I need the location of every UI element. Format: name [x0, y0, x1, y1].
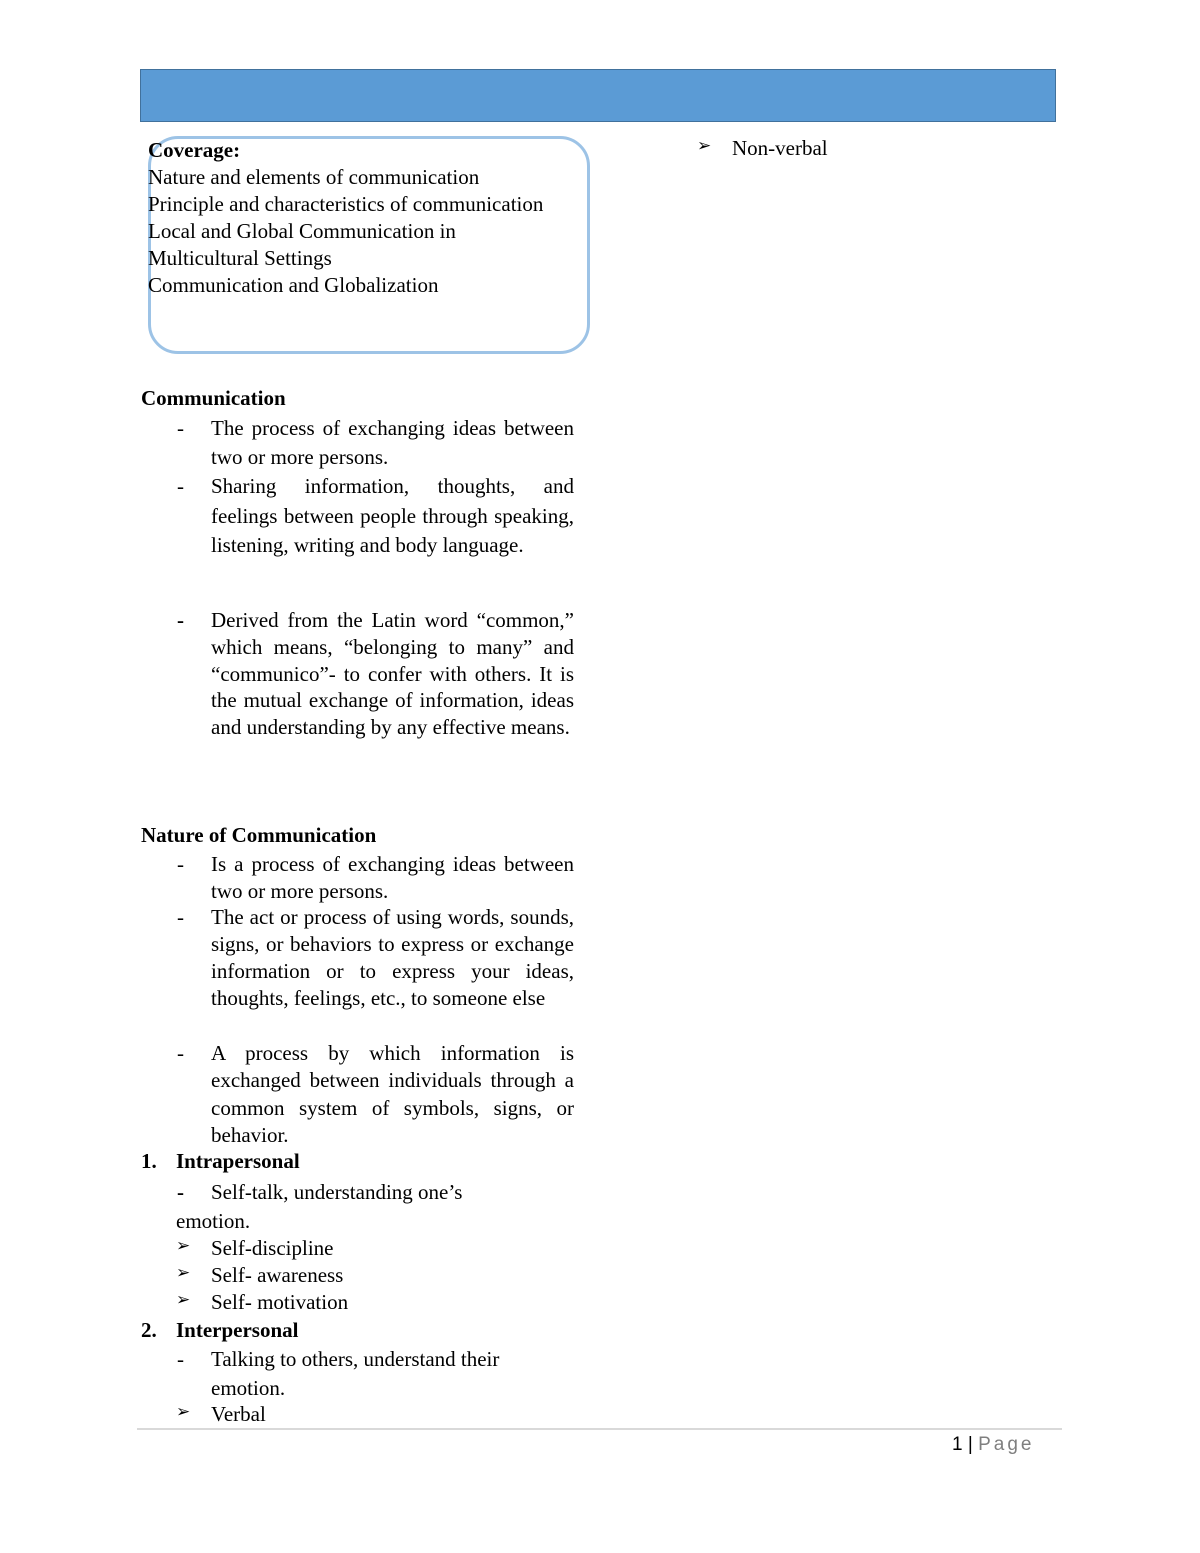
list-item-text: Self- motivation — [211, 1290, 349, 1314]
dash-bullet: - — [177, 1180, 184, 1204]
arrowhead-bullet-icon: ➢ — [176, 1402, 191, 1422]
nature-heading: Nature of Communication — [141, 823, 377, 847]
list-item-text: Verbal — [211, 1402, 266, 1426]
dash-bullet: - — [177, 852, 184, 876]
arrowhead-bullet-icon: ➢ — [176, 1236, 191, 1256]
dash-bullet: - — [177, 416, 184, 440]
arrowhead-bullet-icon: ➢ — [176, 1290, 191, 1310]
list-item-text: A process by which information is exchanged between individuals through a common system of symbols, signs, or behavior. — [211, 1041, 574, 1147]
dash-bullet: - — [177, 1041, 184, 1065]
list-item-text: Sharing information, thoughts, and feelings between people through speaking, listening, writing and body language. — [211, 474, 574, 557]
dash-bullet: - — [177, 608, 184, 632]
list-item-text: Self-talk, understanding one’s — [211, 1180, 463, 1204]
coverage-item: Multicultural Settings — [148, 246, 332, 270]
footer-separator: | — [967, 1434, 973, 1455]
list-item-text: The process of exchanging ideas between two or more persons. — [211, 416, 574, 469]
list-item-text: The act or process of using words, sounds, signs, or behaviors to express or exchange information or to express your ideas, thoughts, feelings, etc., to someone else — [211, 905, 574, 1010]
coverage-item: Communication and Globalization — [148, 273, 439, 297]
list-number: 2. — [141, 1318, 157, 1342]
page-footer — [952, 1434, 1034, 1456]
header-bar — [140, 69, 1056, 122]
list-number: 1. — [141, 1149, 157, 1173]
heading-text: Intrapersonal — [176, 1149, 300, 1173]
coverage-title: Coverage: — [148, 138, 241, 162]
list-item-text: Is a process of exchanging ideas between two or more persons. — [211, 852, 574, 903]
list-item-continuation: emotion. — [176, 1209, 251, 1233]
list-item-text: Self- awareness — [211, 1263, 344, 1287]
list-item-text: Non-verbal — [732, 136, 828, 160]
coverage-list — [148, 137, 608, 299]
list-item-text: Talking to others, understand their emotion. — [211, 1347, 500, 1400]
coverage-item: Local and Global Communication in — [148, 219, 456, 243]
page-label: Page — [978, 1434, 1035, 1455]
coverage-item: Nature and elements of communication — [148, 165, 480, 189]
arrowhead-bullet-icon: ➢ — [176, 1263, 191, 1283]
dash-bullet: - — [177, 474, 184, 498]
list-item-text: Derived from the Latin word “common,” which means, “belonging to many” and “communico”- to confer with others. It is the mutual exchange of information, ideas and understanding by any effective means. — [211, 608, 574, 740]
arrowhead-bullet-icon: ➢ — [697, 136, 712, 156]
list-item-text: Self-discipline — [211, 1236, 334, 1260]
dash-bullet: - — [177, 905, 184, 929]
heading-text: Interpersonal — [176, 1318, 299, 1342]
dash-bullet: - — [177, 1347, 184, 1371]
page-number: 1 — [952, 1434, 963, 1455]
communication-heading: Communication — [141, 386, 286, 410]
coverage-item: Principle and characteristics of communication — [148, 192, 544, 216]
footer-divider — [137, 1428, 1062, 1430]
